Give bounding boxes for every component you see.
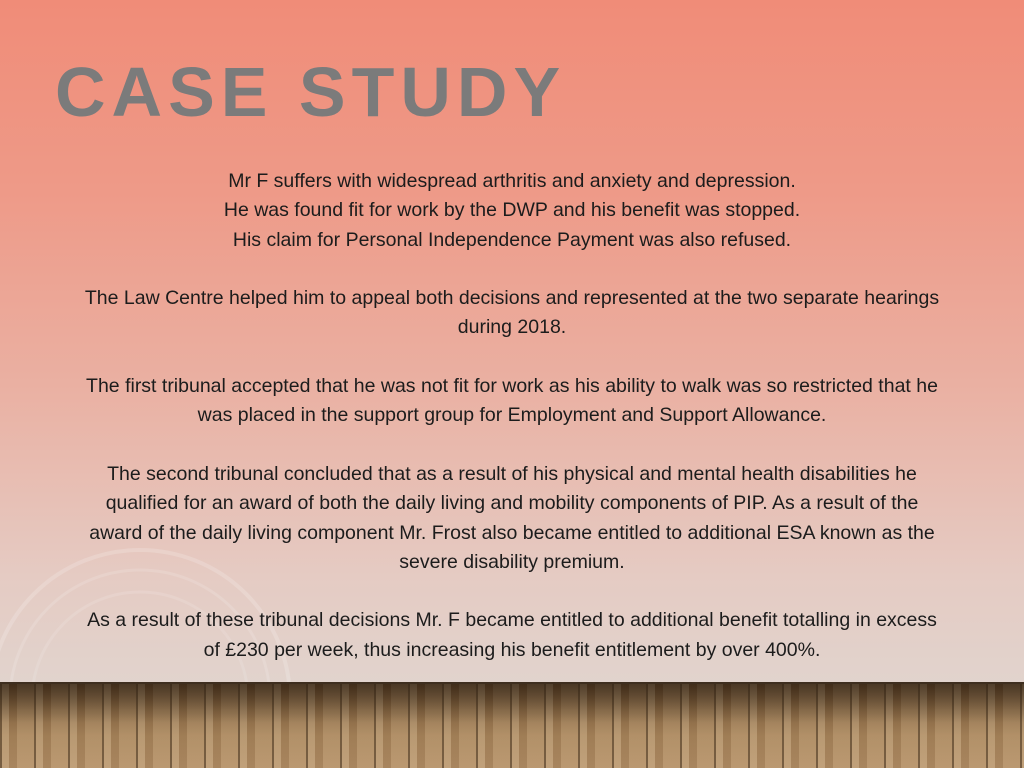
paragraph-line: of £230 per week, thus increasing his benefit entitlement by over 400%.: [203, 638, 821, 661]
paragraph-line: The Law Centre helped him to appeal both decisions and represented at the two separate hearings: [84, 287, 940, 310]
case-study-body: [30, 167, 994, 665]
wooden-floor-decoration: [0, 682, 1024, 768]
paragraph-5: [30, 606, 994, 665]
paragraph-line: The second tribunal concluded that as a result of his physical and mental health disabilities he: [107, 462, 917, 485]
paragraph-line: severe disability premium.: [399, 550, 625, 573]
paragraph-line: Mr F suffers with widespread arthritis and anxiety and depression.: [228, 170, 796, 192]
paragraph-2: [30, 284, 994, 343]
paragraph-line: qualified for an award of both the daily living and mobility components of PIP. As a result of the: [105, 492, 919, 515]
paragraph-3: [30, 372, 994, 431]
paragraph-1: [30, 167, 994, 255]
paragraph-line: The first tribunal accepted that he was not fit for work as his ability to walk was so restricted that he: [86, 375, 938, 398]
paragraph-line: was placed in the support group for Employment and Support Allowance.: [197, 404, 827, 427]
paragraph-4: [30, 460, 994, 577]
paragraph-line: during 2018.: [457, 316, 567, 339]
slide-title: CASE STUDY: [55, 53, 567, 131]
paragraph-line: His claim for Personal Independence Payment was also refused.: [232, 228, 792, 251]
floor-shadow: [0, 684, 1024, 768]
paragraph-line: As a result of these tribunal decisions Mr. F became entitled to additional benefit totalling in excess: [87, 609, 937, 632]
paragraph-line: He was found fit for work by the DWP and his benefit was stopped.: [223, 199, 801, 222]
paragraph-line: award of the daily living component Mr. Frost also became entitled to additional ESA known as the: [89, 521, 935, 544]
